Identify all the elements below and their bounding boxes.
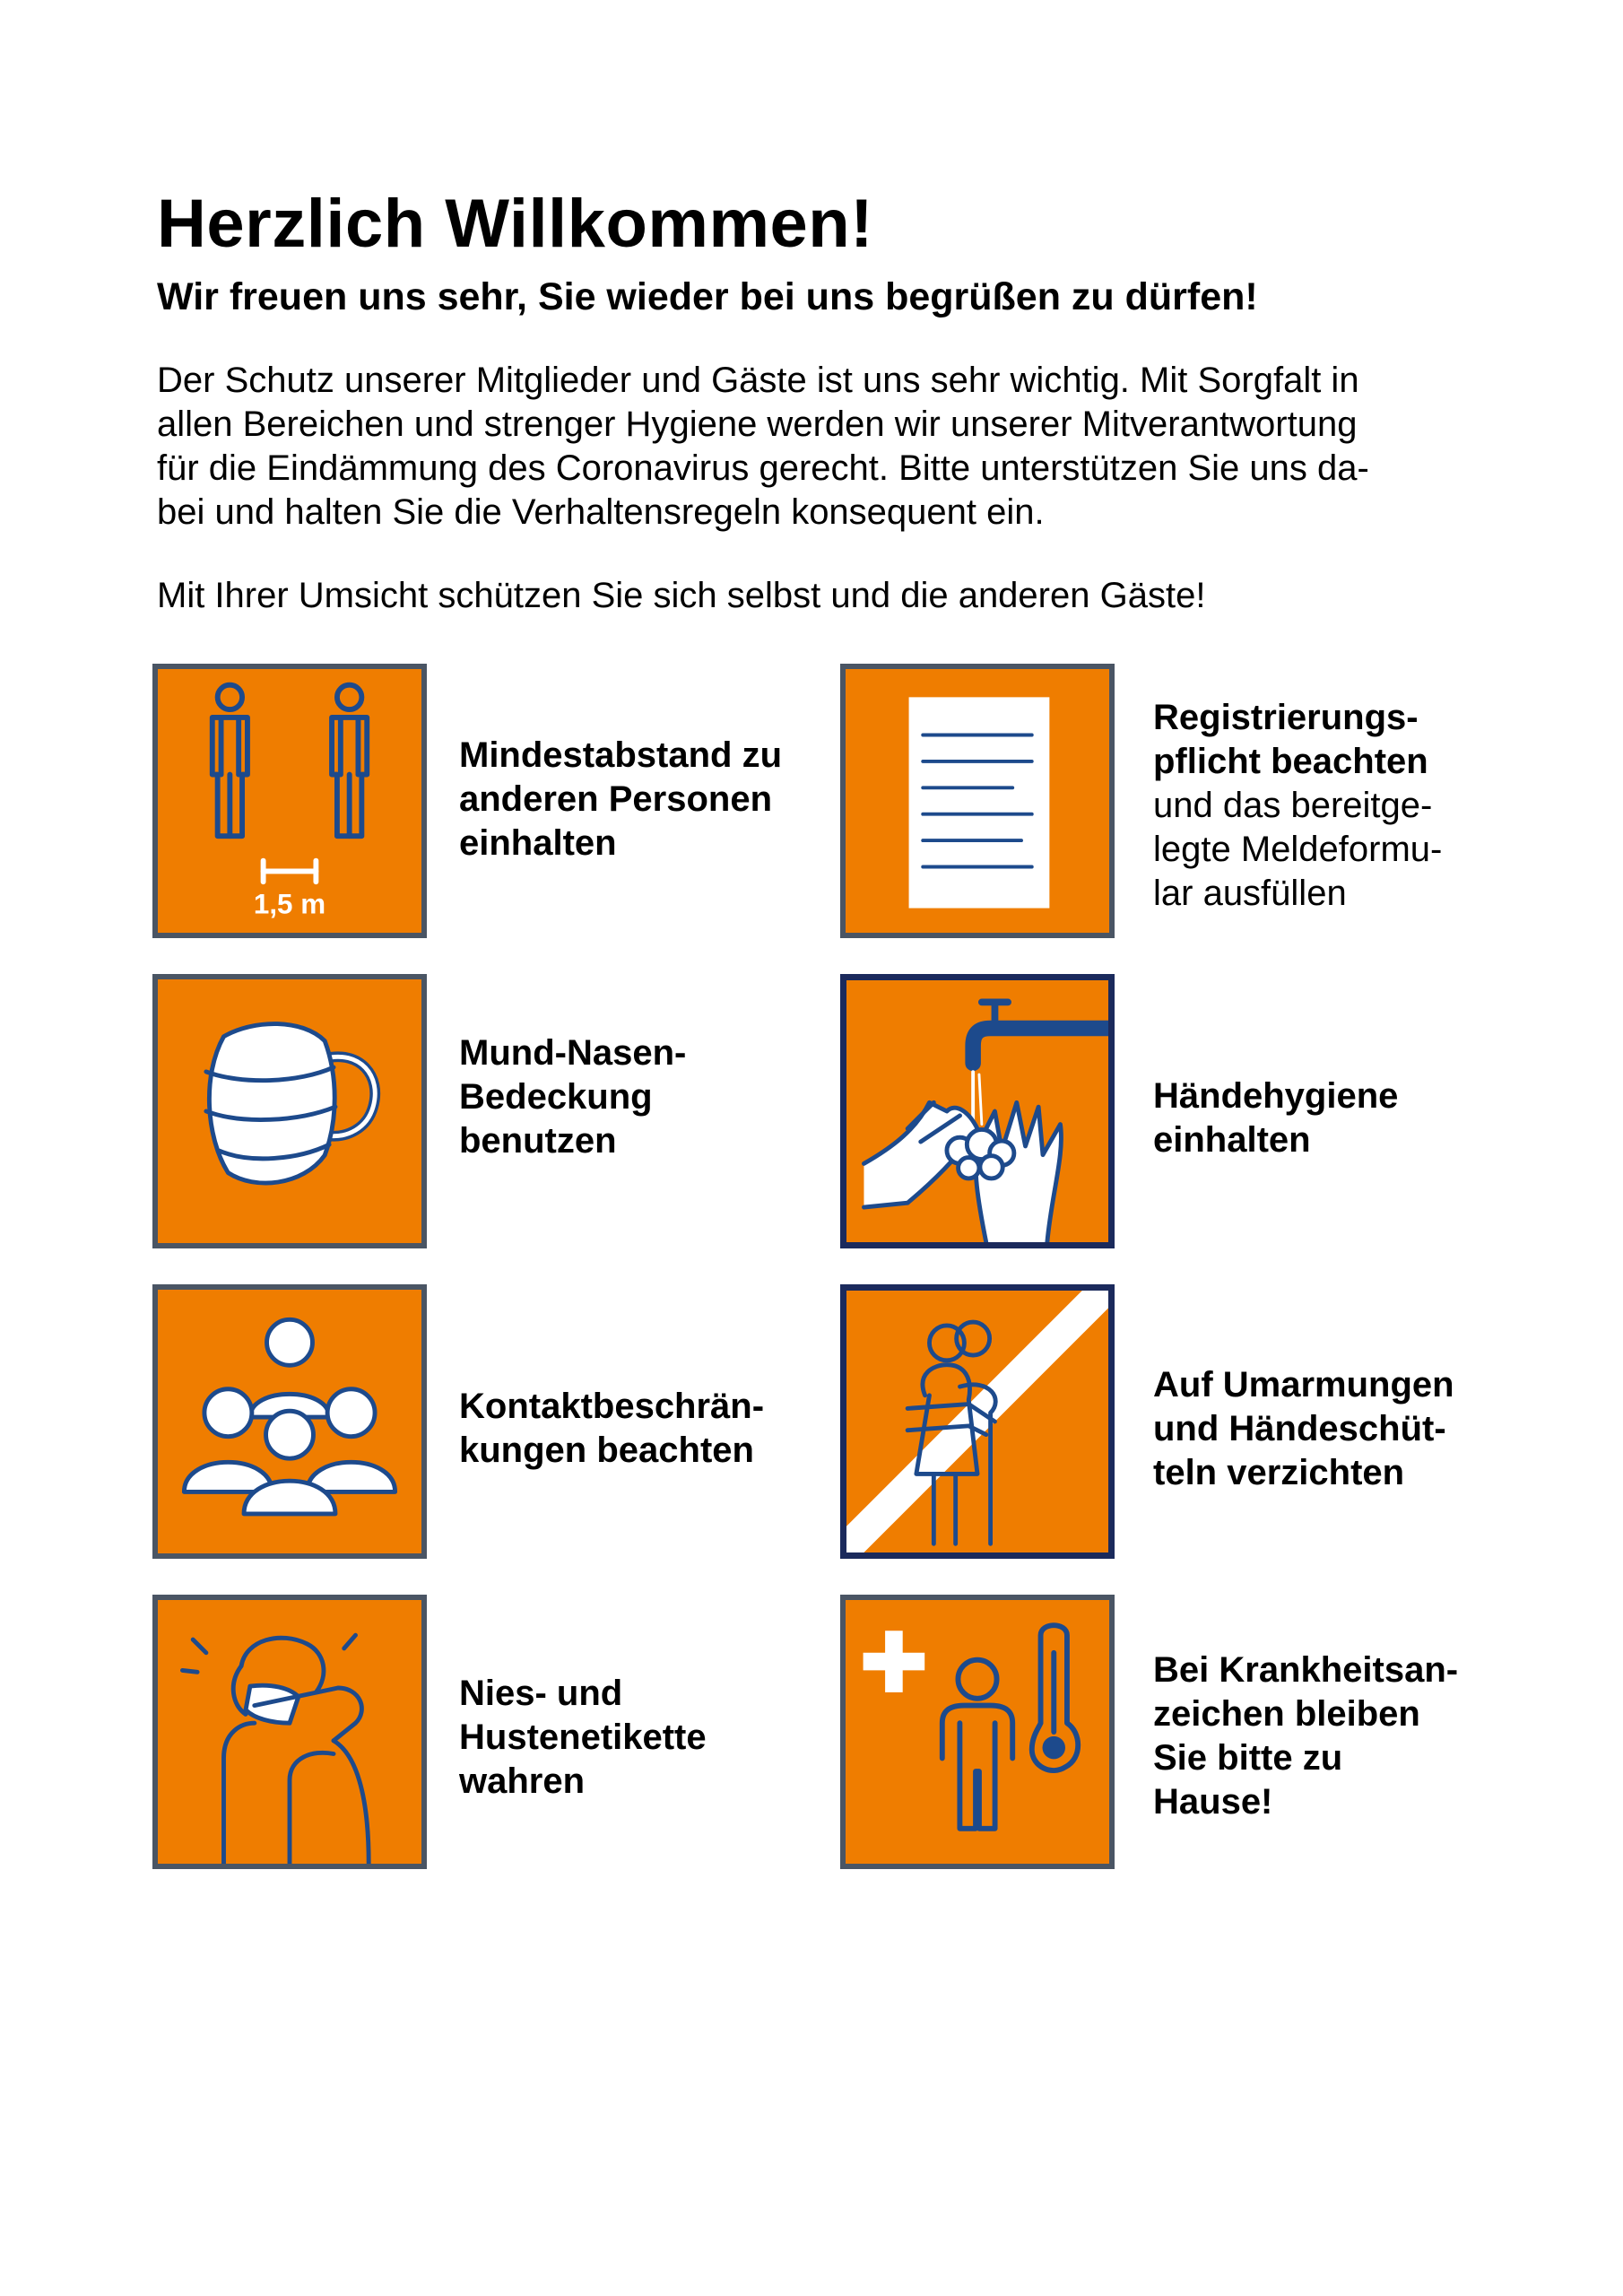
face-mask-icon xyxy=(152,974,427,1248)
rule-line: Auf Umarmungen xyxy=(1153,1365,1454,1405)
rule-no-hugging-text xyxy=(1153,1363,1530,1495)
rule-line: teln verzichten xyxy=(1153,1453,1405,1492)
page-subtitle: Wir freuen uns sehr, Sie wieder bei uns begrüßen zu dürfen! xyxy=(157,275,1258,318)
rule-hands-text xyxy=(1153,1074,1512,1162)
distance-label: 1,5 m xyxy=(253,888,326,920)
rule-line: Händehygiene xyxy=(1153,1076,1399,1116)
rule-distance-text xyxy=(459,734,836,865)
rule-line: Hause! xyxy=(1153,1782,1273,1822)
rule-sick-text xyxy=(1153,1648,1530,1824)
rule-line: wahren xyxy=(459,1761,586,1801)
intro-line: Der Schutz unserer Mitglieder und Gäste ist uns sehr wichtig. Mit Sorgfalt in xyxy=(157,361,1359,400)
rule-line: Registrierungs- xyxy=(1153,698,1419,737)
rule-sneeze-text xyxy=(459,1672,836,1804)
rule-line: einhalten xyxy=(459,823,617,863)
rule-line: Bedeckung xyxy=(459,1077,653,1117)
distance-icon xyxy=(152,664,427,938)
sneeze-elbow-icon xyxy=(152,1595,427,1869)
intro-line: für die Eindämmung des Coronavirus gerecht. Bitte unterstützen Sie uns da- xyxy=(157,448,1369,488)
registration-form-icon xyxy=(840,664,1115,938)
intro-line: allen Bereichen und strenger Hygiene werden wir unserer Mitverantwortung xyxy=(157,404,1358,444)
rule-line: Sie bitte zu xyxy=(1153,1738,1343,1778)
rule-line: und Händeschüt- xyxy=(1153,1409,1446,1448)
rule-line: Kontaktbeschrän- xyxy=(459,1387,765,1426)
hand-washing-icon xyxy=(840,974,1115,1248)
rule-line: lar ausfüllen xyxy=(1153,874,1347,913)
rule-line: legte Meldeformu- xyxy=(1153,830,1443,869)
sick-stay-home-icon xyxy=(840,1595,1115,1869)
rule-line: benutzen xyxy=(459,1121,617,1161)
page-title: Herzlich Willkommen! xyxy=(157,186,874,262)
intro-line: bei und halten Sie die Verhaltensregeln konsequent ein. xyxy=(157,492,1045,532)
rule-registration-text xyxy=(1153,696,1512,916)
contact-group-icon xyxy=(152,1284,427,1559)
rule-line: Bei Krankheitsan- xyxy=(1153,1650,1459,1690)
rule-line: Mindestabstand zu xyxy=(459,735,783,775)
rule-line: pflicht beachten xyxy=(1153,742,1428,781)
rule-line: kungen beachten xyxy=(459,1431,754,1470)
rule-contact-text xyxy=(459,1385,836,1473)
rule-line: einhalten xyxy=(1153,1120,1311,1160)
rule-line: Mund-Nasen- xyxy=(459,1033,687,1073)
rule-line: und das bereitge- xyxy=(1153,786,1433,825)
closing-sentence: Mit Ihrer Umsicht schützen Sie sich selbst und die anderen Gäste! xyxy=(157,576,1206,615)
rule-line: anderen Personen xyxy=(459,779,773,819)
rule-line: Nies- und xyxy=(459,1674,623,1713)
rule-line: zeichen bleiben xyxy=(1153,1694,1420,1734)
rule-mask-text xyxy=(459,1031,836,1163)
no-hugging-icon xyxy=(840,1284,1115,1559)
intro-paragraph xyxy=(157,359,1475,535)
rule-line: Hustenetikette xyxy=(459,1718,707,1757)
